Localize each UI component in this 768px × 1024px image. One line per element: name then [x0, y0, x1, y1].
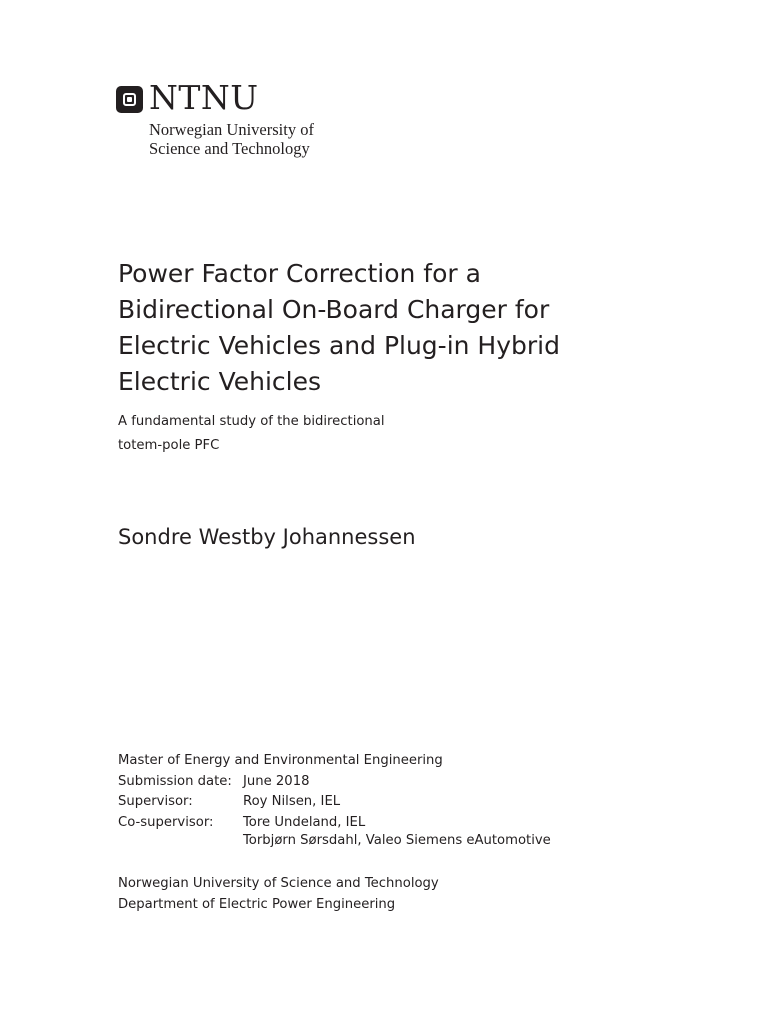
submission-value: June 2018	[243, 773, 310, 789]
title-line-2: Bidirectional On-Board Charger for	[118, 295, 550, 324]
author-name: Sondre Westby Johannessen	[118, 525, 416, 549]
cosupervisor-label: Co-supervisor:	[118, 814, 214, 830]
supervisor-label: Supervisor:	[118, 794, 193, 809]
cosupervisor-values	[243, 813, 551, 850]
program-name: Master of Energy and Environmental Engineering	[118, 753, 443, 768]
subtitle-line-2: totem-pole PFC	[118, 438, 220, 453]
submission-label: Submission date:	[118, 773, 232, 789]
logo-subtitle-line-2: Science and Technology	[149, 139, 310, 158]
supervisor-row	[118, 792, 551, 813]
cosupervisor-value-1: Tore Undeland, IEL	[243, 814, 366, 830]
submission-row	[118, 772, 551, 793]
supervisor-value: Roy Nilsen, IEL	[243, 794, 341, 809]
program-row	[118, 751, 551, 772]
ntnu-logo	[116, 78, 416, 164]
logo-subtitle	[149, 120, 314, 158]
cosupervisor-value-2: Torbjørn Sørsdahl, Valeo Siemens eAutomotive	[243, 832, 551, 848]
thesis-title	[118, 256, 638, 400]
title-line-3: Electric Vehicles and Plug-in Hybrid	[118, 331, 560, 360]
university-name: Norwegian University of Science and Technology	[118, 876, 439, 891]
title-line-4: Electric Vehicles	[118, 367, 322, 396]
logo-subtitle-line-1: Norwegian University of	[149, 120, 314, 139]
thesis-subtitle	[118, 410, 385, 458]
ntnu-square-logo-icon	[116, 86, 143, 113]
logo-wordmark: NTNU	[149, 78, 259, 117]
department-name: Department of Electric Power Engineering	[118, 896, 396, 912]
title-line-1: Power Factor Correction for a	[118, 259, 481, 288]
thesis-details	[118, 751, 551, 850]
cosupervisor-row	[118, 813, 551, 850]
subtitle-line-1: A fundamental study of the bidirectional	[118, 414, 385, 429]
institution-block	[118, 874, 439, 915]
